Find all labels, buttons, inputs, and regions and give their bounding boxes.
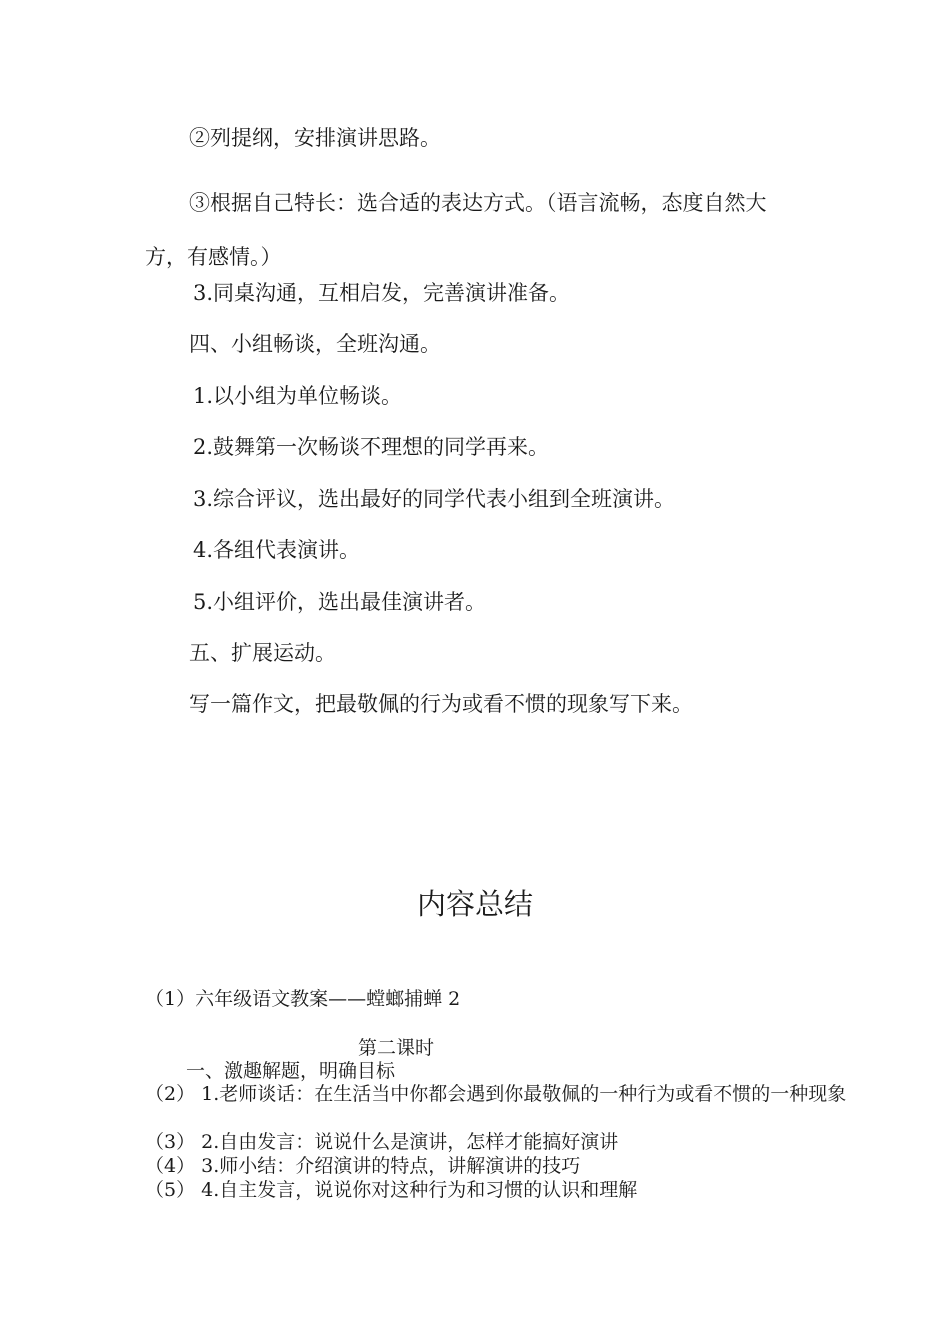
summary-item-4: （4） 3.师小结：介绍演讲的特点，讲解演讲的技巧 xyxy=(145,1155,581,1177)
paragraph-outline: ②列提纲，安排演讲思路。 xyxy=(189,126,441,150)
paragraph-assignment: 写一篇作文，把最敬佩的行为或看不惯的现象写下来。 xyxy=(189,692,693,716)
summary-section: 一、激趣解题，明确目标 xyxy=(186,1060,396,1082)
heading-section-four: 四、小组畅谈，全班沟通。 xyxy=(189,332,441,356)
list-item-3: 3.综合评议，选出最好的同学代表小组到全班演讲。 xyxy=(193,487,676,511)
summary-lesson: 第二课时 xyxy=(358,1037,435,1059)
summary-item-2: （2） 1.老师谈话：在生活当中你都会遇到你最敬佩的一种行为或看不惯的一种现象 xyxy=(145,1083,847,1105)
summary-title: 内容总结 xyxy=(416,887,533,921)
paragraph-expression: ③根据自己特长：选合适的表达方式。（语言流畅，态度自然大方，有感情。） xyxy=(145,191,767,269)
heading-section-five: 五、扩展运动。 xyxy=(189,641,336,665)
list-item-1: 1.以小组为单位畅谈。 xyxy=(193,384,403,408)
list-item-2: 2.鼓舞第一次畅谈不理想的同学再来。 xyxy=(193,435,550,459)
summary-item-3: （3） 2.自由发言：说说什么是演讲，怎样才能搞好演讲 xyxy=(145,1131,619,1153)
summary-item-5: （5） 4.自主发言，说说你对这种行为和习惯的认识和理解 xyxy=(145,1179,638,1201)
summary-item-1: （1）六年级语文教案——螳螂捕蝉 2 xyxy=(145,988,461,1010)
list-item-5: 5.小组评价，选出最佳演讲者。 xyxy=(193,590,487,614)
paragraph-deskmate: 3.同桌沟通，互相启发，完善演讲准备。 xyxy=(193,281,571,305)
list-item-4: 4.各组代表演讲。 xyxy=(193,538,361,562)
